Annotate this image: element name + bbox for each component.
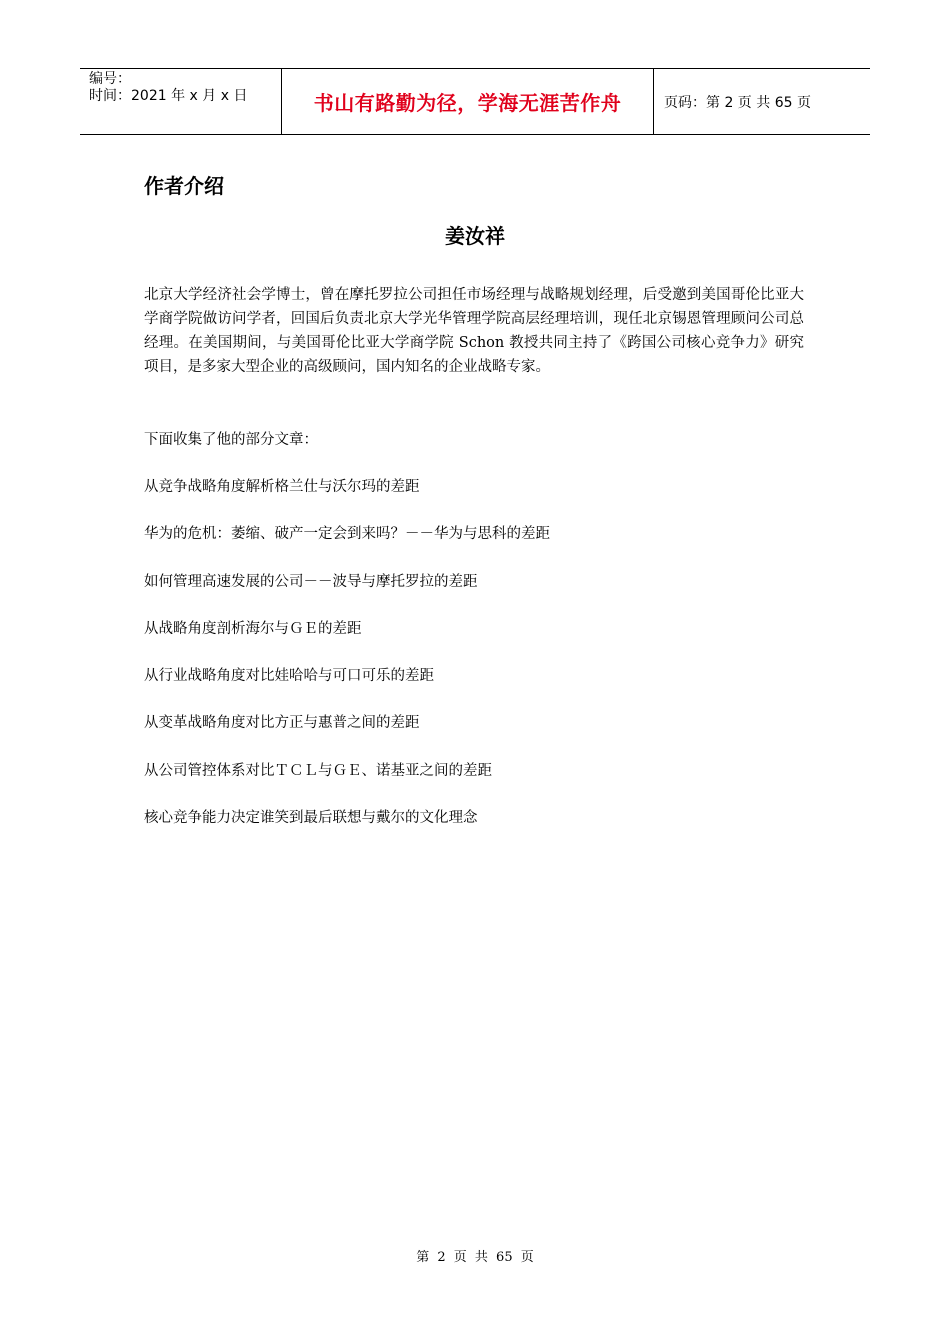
article-list xyxy=(144,475,550,853)
motto-text: 书山有路勤为径，学海无涯苦作舟 xyxy=(313,91,622,115)
author-bio: 北京大学经济社会学博士，曾在摩托罗拉公司担任市场经理与战略规划经理，后受邀到美国哥伦比亚大学商学院做访问学者，回国后负责北京大学光华管理学院高层经理培训，现任北京锡恩管理顾问公司总经理。在美国期间，与美国哥伦比亚大学商学院 Schon 教授共同主持了《跨国公司核心竞争力》研究项目，是多家大型企业的高级顾问，国内知名的企业战略专家。 xyxy=(144,287,804,375)
header-meta-cell xyxy=(80,69,282,134)
article-item: 从竞争战略角度解析格兰仕与沃尔玛的差距 xyxy=(144,479,420,495)
article-item: 如何管理高速发展的公司－－波导与摩托罗拉的差距 xyxy=(144,573,478,590)
page-footer: 第 2 页 共 65 页 xyxy=(416,1250,534,1265)
section-title: 作者介绍 xyxy=(144,174,224,198)
article-item: 从变革战略角度对比方正与惠普之间的差距 xyxy=(144,715,420,732)
header-page-number: 页码：第 2 页 共 65 页 xyxy=(664,94,811,111)
header-page-cell xyxy=(654,69,870,134)
article-item: 从战略角度剖析海尔与ＧＥ的差距 xyxy=(144,620,362,637)
document-date: 时间：2021 年 x 月 x 日 xyxy=(89,88,248,104)
author-name: 姜汝祥 xyxy=(445,224,505,248)
article-item: 华为的危机：萎缩、破产一定会到来吗？－－华为与思科的差距 xyxy=(144,526,550,543)
document-number-label: 编号： xyxy=(89,71,131,87)
articles-intro: 下面收集了他的部分文章： xyxy=(144,432,318,448)
article-item: 核心竞争能力决定谁笑到最后联想与戴尔的文化理念 xyxy=(144,810,478,827)
header-motto-cell xyxy=(282,69,654,134)
article-item: 从行业战略角度对比娃哈哈与可口可乐的差距 xyxy=(144,668,434,685)
page-header xyxy=(80,68,870,135)
article-item: 从公司管控体系对比ＴＣＬ与ＧＥ、诺基亚之间的差距 xyxy=(144,762,492,779)
